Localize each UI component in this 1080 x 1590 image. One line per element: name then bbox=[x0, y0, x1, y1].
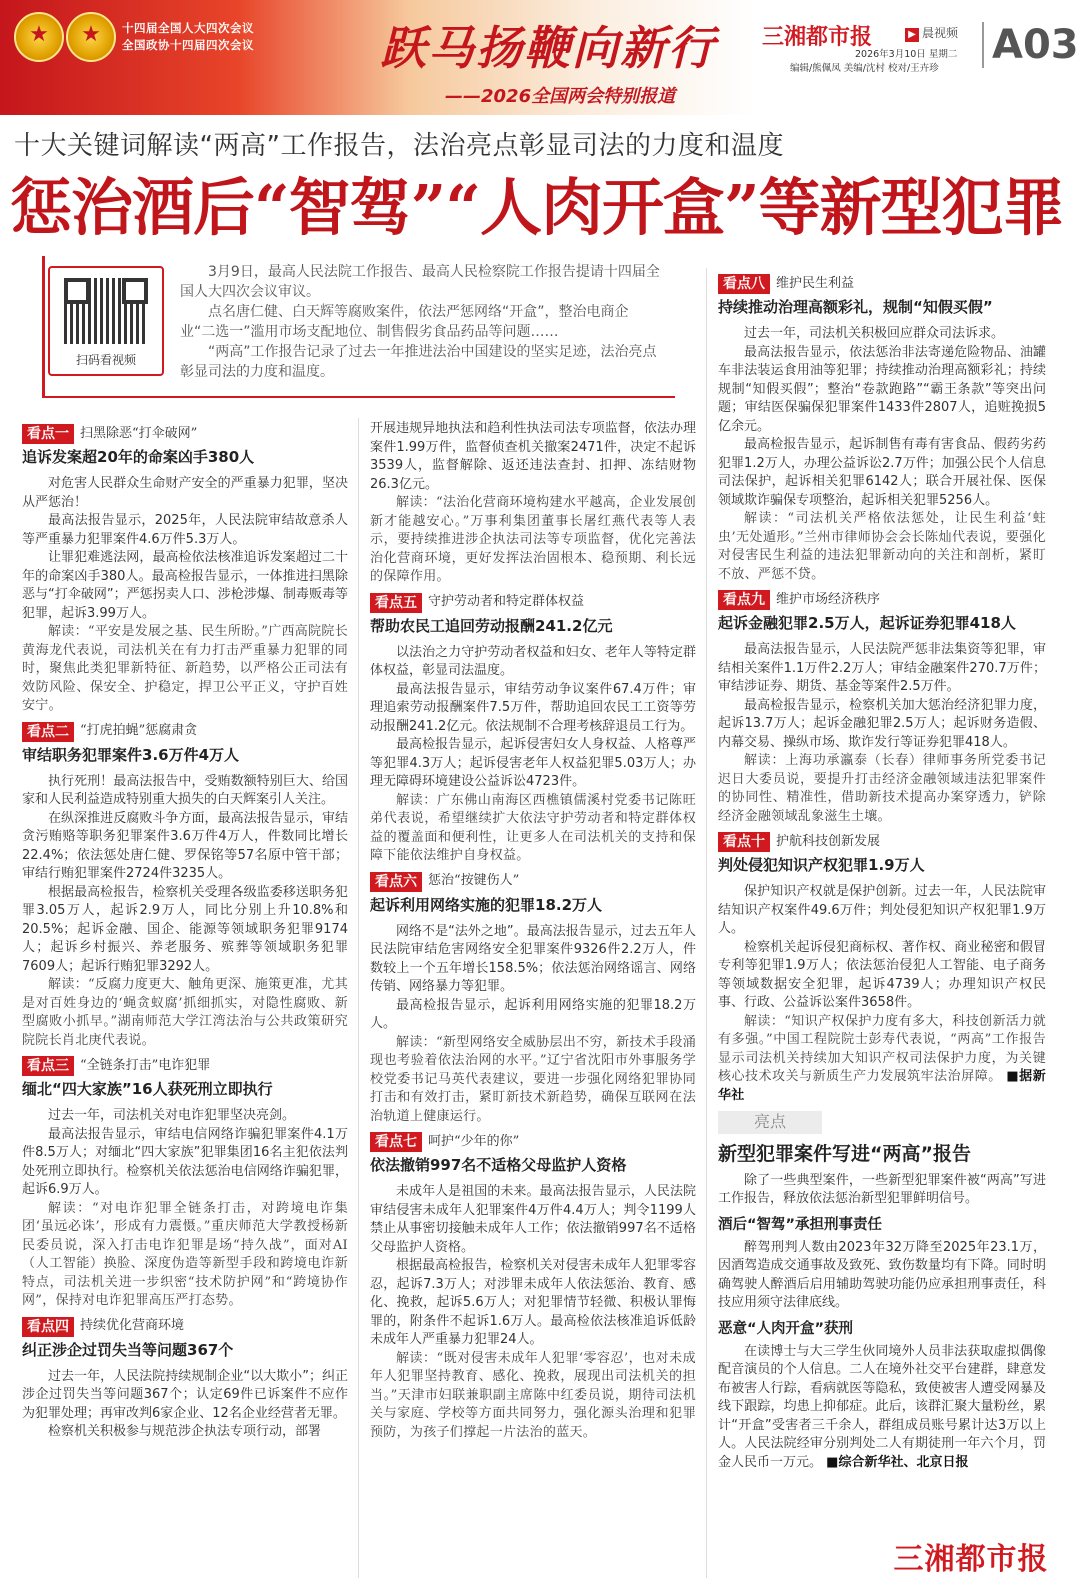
point-topic: 持续优化营商环境 bbox=[80, 1318, 185, 1334]
qr-code[interactable] bbox=[48, 266, 164, 376]
point-subtitle: 纠正涉企过罚失当等问题367个 bbox=[22, 1340, 234, 1359]
point-subtitle: 帮助农民工追回劳动报酬241.2亿元 bbox=[370, 616, 613, 635]
paragraph: 开展违规异地执法和趋利性执法司法专项监督，依法办理案件1.99万件，监督侦查机关撤案2471件，决定不起诉3539人，监督解除、返还违法查封、扣押、冻结财物26.3亿元。 bbox=[370, 421, 696, 492]
page-number: A03 bbox=[982, 22, 1079, 68]
point-header bbox=[22, 722, 348, 742]
point-header bbox=[718, 274, 1046, 294]
analysis-paragraph bbox=[718, 1013, 1046, 1106]
point-tag: 看点十 bbox=[718, 832, 770, 852]
point-tag: 看点七 bbox=[370, 1132, 422, 1152]
point-header bbox=[370, 872, 696, 892]
paragraph: 最高法报告显示，依法惩治非法寄递危险物品、油罐车非法装运食用油等犯罪；持续推动治理高额彩礼；持续规制“知假买假”；整治“卷款跑路”“霸王条款”等突出问题；审结医保骗保犯罪案件1433件2807人，追赃挽损5亿余元。 bbox=[718, 344, 1046, 434]
video-logo-icon: ▶ bbox=[905, 28, 919, 42]
point-topic: 维护市场经济秩序 bbox=[776, 591, 881, 607]
paragraph: 未成年人是祖国的未来。最高法报告显示，人民法院审结侵害未成年人犯罪案件4万件4.4万人；判令1199人禁止从事密切接触未成年人工作；依法撤销997名不适格父母监护人资格。 bbox=[370, 1184, 696, 1255]
column-divider bbox=[706, 268, 707, 1578]
kicker-headline: 十大关键词解读“两高”工作报告，法治亮点彰显司法的力度和温度 bbox=[14, 131, 784, 161]
congress-line-2: 全国政协十四届四次会议 bbox=[122, 38, 254, 52]
paragraph: 执行死刑！最高法报告中，受贿数额特别巨大、给国家和人民利益造成特别重大损失的白天辉案引人关注。 bbox=[22, 773, 348, 807]
analysis-paragraph: 解读：“平安是发展之基、民生所盼。”广西高院院长黄海龙代表说，司法机关在有力打击严重暴力犯罪的同时，聚焦此类犯罪新特征、新趋势，以严格公正司法有效防风险、保安全、护稳定，捍卫公平正义，守护百姓安宁。 bbox=[22, 624, 348, 713]
highlight-subtitle: 恶意“人肉开盒”获刑 bbox=[718, 1320, 854, 1337]
point-subtitle: 依法撤销997名不适格父母监护人资格 bbox=[370, 1156, 627, 1174]
point-header bbox=[22, 1056, 348, 1076]
footer-paper-logo: 三湘都市报 bbox=[882, 1540, 1060, 1580]
paragraph: 最高检报告显示，起诉侵害妇女人身权益、人格尊严等犯罪4.3万人；起诉侵害老年人权益犯罪5.03万人；办理无障碍环境建设公益诉讼4723件。 bbox=[370, 737, 696, 789]
analysis-text: 解读：“知识产权保护力度有多大，科技创新活力就有多强。”中国工程院院士彭寿代表说，“两高”工作报告显示司法机关持续加大知识产权司法保护力度，为关键核心技术攻关与新质生产力发展筑牢法治屏障。 bbox=[718, 1013, 1046, 1084]
intro-paragraph: 3月9日，最高人民法院工作报告、最高人民检察院工作报告提请十四届全国人大四次会议审议。 bbox=[180, 264, 660, 300]
point-subtitle: 持续推动治理高额彩礼，规制“知假买假” bbox=[718, 298, 993, 316]
paragraph: 检察机关起诉侵犯商标权、著作权、商业秘密和假冒专利等犯罪1.9万人；依法惩治侵犯人工智能、电子商务等领域数据安全犯罪，起诉4739人；办理知识产权民事、行政、公益诉讼案件3658件。 bbox=[718, 939, 1046, 1010]
source-credit: ■据新华社 bbox=[718, 1069, 1046, 1103]
paper-name: 三湘都市报 bbox=[762, 25, 873, 50]
point-header bbox=[22, 424, 348, 444]
analysis-paragraph: 解读：“既对侵害未成年人犯罪‘零容忍’，也对未成年人犯罪坚持教育、感化、挽救，展现出司法机关的担当。”天津市妇联兼职副主席陈中红委员说，期待司法机关与家庭、学校等方面共同努力，强化源头治理和犯罪预防，为孩子们撑起一片法治的蓝天。 bbox=[370, 1350, 696, 1440]
column-2 bbox=[370, 420, 696, 1442]
paper-video-label: 晨视频 bbox=[922, 26, 959, 40]
paragraph: 醉驾刑判人数由2023年32万降至2025年23.1万，因酒驾造成交通事故及致死、致伤数量均有下降。同时明确驾驶人醉酒后启用辅助驾驶功能仍应承担刑事责任，科技应用须守法律底线。 bbox=[718, 1239, 1046, 1310]
paragraph: 根据最高检报告，检察机关受理各级监委移送职务犯罪3.05万人，起诉2.9万人，同比分别上升10.8%和20.5%；起诉金融、国企、能源等领域职务犯罪9174人；起诉乡村振兴、养老服务、殡葬等领域职务犯罪7609人；起诉行贿犯罪3292人。 bbox=[22, 884, 348, 974]
analysis-paragraph: 解读：“新型网络安全威胁层出不穷，新技术手段涌现也考验着依法治网的水平。”辽宁省沈阳市外事服务学校党委书记马英代表建议，要进一步强化网络犯罪协同打击和有效打击，紧盯新技术新趋势，确保互联网在法治轨道上健康运行。 bbox=[370, 1034, 696, 1124]
cppcc-emblem-icon bbox=[66, 12, 116, 62]
main-headline: 惩治酒后“智驾”“人肉开盒”等新型犯罪 bbox=[10, 171, 1064, 244]
highlight-subtitle: 酒后“智驾”承担刑事责任 bbox=[718, 1216, 883, 1233]
paragraph: 保护知识产权就是保护创新。过去一年，人民法院审结知识产权案件49.6万件；判处侵犯知识产权犯罪1.9万人。 bbox=[718, 884, 1046, 936]
point-topic: 扫黑除恶“打伞破网” bbox=[80, 425, 198, 441]
point-header bbox=[370, 593, 696, 613]
analysis-paragraph: 解读：“法治化营商环境构建水平越高，企业发展创新才能越安心。”万事利集团董事长屠红燕代表等人表示，要持续推进涉企执法司法等专项监督，优化完善法治化营商环境，更好发挥法治固根本、稳预期、利长远的保障作用。 bbox=[370, 495, 696, 584]
column-3 bbox=[718, 268, 1046, 1472]
paragraph: 最高检报告显示，检察机关加大惩治经济犯罪力度，起诉13.7万人；起诉金融犯罪2.5万人；起诉财务造假、内幕交易、操纵市场、欺诈发行等证券犯罪418人。 bbox=[718, 697, 1046, 750]
paragraph: 在纵深推进反腐败斗争方面，最高法报告显示，审结贪污贿赂等职务犯罪案件3.6万件4万人，件数同比增长22.4%；依法惩处唐仁健、罗保铭等57名原中管干部；审结行贿犯罪案件2724件3235人。 bbox=[22, 810, 348, 881]
paragraph: 最高法报告显示，审结电信网络诈骗犯罪案件4.1万件8.5万人；对缅北“四大家族”犯罪集团16名主犯依法判处死刑立即执行。检察机关依法惩治电信网络诈骗犯罪，起诉6.9万人。 bbox=[22, 1126, 348, 1197]
point-header bbox=[718, 832, 1046, 852]
point-header bbox=[22, 1317, 348, 1337]
special-report-slogan: 跃马扬鞭向新行 bbox=[380, 21, 716, 75]
source-credit: ■综合新华社、北京日报 bbox=[826, 1454, 969, 1470]
point-topic: “全链条打击”电诈犯罪 bbox=[80, 1057, 211, 1073]
intro-text bbox=[180, 262, 660, 382]
paragraph: 最高检报告显示，起诉制售有毒有害食品、假药劣药犯罪1.2万人，办理公益诉讼2.7万件；加强公民个人信息司法保护，起诉相关犯罪6142人；联合开展社保、医保领域欺诈骗保专项整治，起诉相关犯罪5256人。 bbox=[718, 437, 1046, 508]
editor-credits: 编辑/熊佩凤 美编/沈村 校对/王卉珍 bbox=[790, 63, 939, 74]
point-tag: 看点四 bbox=[22, 1317, 74, 1337]
paragraph: 过去一年，司法机关积极回应群众司法诉求。 bbox=[744, 326, 1005, 341]
paragraph: 过去一年，司法机关对电诈犯罪坚决亮剑。 bbox=[48, 1108, 296, 1123]
point-topic: 维护民生利益 bbox=[776, 275, 855, 291]
issue-date: 2026年3月10日 星期二 bbox=[855, 49, 958, 60]
special-report-subtitle: ——2026全国两会特别报道 bbox=[445, 86, 676, 107]
point-topic: 守护劳动者和特定群体权益 bbox=[428, 594, 585, 610]
point-header bbox=[370, 1132, 696, 1152]
analysis-paragraph: 解读：“司法机关严格依法惩处，让民生利益‘蛀虫’无处遁形。”兰州市律师协会会长陈灿代表说，要强化对侵害民生利益的违法犯罪新动向的关注和剖析，紧盯不放、严惩不贷。 bbox=[718, 511, 1046, 582]
point-tag: 看点一 bbox=[22, 424, 74, 444]
congress-sessions bbox=[122, 20, 254, 54]
analysis-paragraph: 解读：“对电诈犯罪全链条打击，对跨境电诈集团‘虽远必诛’，形成有力震慑。”重庆师范大学教授杨新民委员说，深入打击电诈犯罪是场“持久战”，面对AI（人工智能）换脸、深度伪造等新型手段和跨境电诈新特点，司法机关进一步织密“技术防护网”和“跨境协作网”，保持对电诈犯罪高压严打态势。 bbox=[22, 1200, 348, 1308]
point-tag: 看点八 bbox=[718, 274, 770, 294]
paragraph: 检察机关积极参与规范涉企执法专项行动，部署 bbox=[48, 1424, 322, 1439]
point-subtitle: 审结职务犯罪案件3.6万件4万人 bbox=[22, 745, 240, 764]
paragraph: 让罪犯难逃法网，最高检依法核准追诉发案超过二十年的命案凶手380人。最高检报告显示，一体推进扫黑除恶与“打伞破网”；严惩拐卖人口、涉枪涉爆、制毒贩毒等犯罪，起诉3.99万人。 bbox=[22, 550, 348, 621]
point-tag: 看点六 bbox=[370, 872, 422, 892]
paragraph: 根据最高检报告，检察机关对侵害未成年人犯罪零容忍，起诉7.3万人；对涉罪未成年人依法惩治、教育、感化、挽救，起诉5.6万人；对犯罪情节轻微、积极认罪悔罪的，附条件不起诉1.6万人。最高检依法核准追诉低龄未成年人严重暴力犯罪24人。 bbox=[370, 1258, 696, 1347]
masthead-banner bbox=[0, 0, 1080, 115]
qr-code-icon bbox=[64, 278, 148, 344]
point-topic: 护航科技创新发展 bbox=[776, 833, 881, 849]
point-tag: 看点二 bbox=[22, 722, 74, 742]
national-emblem-icon bbox=[14, 12, 64, 62]
intro-paragraph: 点名唐仁健、白天辉等腐败案件，依法严惩网络“开盒”，整治电商企业“二选一”滥用市场支配地位、制售假劣食品药品等问题…… bbox=[180, 304, 629, 340]
analysis-paragraph: 解读：“反腐力度更大、触角更深、施策更准，尤其是对百姓身边的‘蝇贪蚁腐’抓细抓实，对隐性腐败、新型腐败小抓早。”湖南师范大学江湾法治与公共政策研究院院长肖北庚代表说。 bbox=[22, 977, 348, 1048]
column-1 bbox=[22, 418, 348, 1442]
point-tag: 看点五 bbox=[370, 593, 422, 613]
congress-line-1: 十四届全国人大四次会议 bbox=[122, 21, 254, 35]
point-topic: “打虎拍蝇”惩腐肃贪 bbox=[80, 723, 198, 739]
paragraph: 过去一年，人民法院持续规制企业“以大欺小”；纠正涉企过罚失当等问题367个；认定69件已诉案件不应作为犯罪处理；再审改判6家企业、12名企业经营者无罪。 bbox=[22, 1368, 348, 1421]
point-topic: 呵护“少年的你” bbox=[428, 1133, 520, 1149]
paper-video-brand bbox=[905, 24, 958, 42]
intro-paragraph: “两高”工作报告记录了过去一年推进法治中国建设的坚实足迹，法治亮点彰显司法的力度和温度。 bbox=[180, 344, 657, 380]
column-divider bbox=[358, 418, 359, 1578]
paragraph: 最高检报告显示，起诉利用网络实施的犯罪18.2万人。 bbox=[370, 997, 696, 1031]
paragraph: 除了一些典型案件，一些新型犯罪案件被“两高”写进工作报告，释放依法惩治新型犯罪鲜明信号。 bbox=[718, 1172, 1046, 1206]
paragraph bbox=[718, 1343, 1046, 1473]
qr-label: 扫码看视频 bbox=[75, 353, 136, 367]
paragraph: 网络不是“法外之地”。最高法报告显示，过去五年人民法院审结危害网络安全犯罪案件9326件2.2万人，件数较上一个五年增长158.5%；依法惩治网络谣言、网络传销、网络暴力等犯罪。 bbox=[370, 923, 696, 994]
highlight-title: 新型犯罪案件写进“两高”报告 bbox=[718, 1142, 971, 1165]
point-header bbox=[718, 590, 1046, 610]
analysis-paragraph: 解读：上海功承瀛泰（长春）律师事务所党委书记迟日大委员说，要提升打击经济金融领域违法犯罪案件的协同性、精准性，借助新技术提高办案穿透力，铲除经济金融领域乱象滋生土壤。 bbox=[718, 753, 1046, 824]
analysis-paragraph: 解读：广东佛山南海区西樵镇儒溪村党委书记陈旺弟代表说，希望继续扩大依法守护劳动者和特定群体权益的覆盖面和便利性，让更多人在司法机关的支持和保障下能依法维护自身权益。 bbox=[370, 792, 696, 863]
case-text: 在读博士与大三学生伙同境外人员非法获取虚拟偶像配音演员的个人信息。二人在境外社交平台建群，肆意发布被害人行踪，看病就医等隐私，致使被害人遭受网暴及线下跟踪，均患上抑郁症。此后，该群汇聚大量粉丝，累计“开盒”受害者三千余人，群组成员账号累计达3万以上人。人民法院经审分别判处二人有期徒刑一年六个月，罚金人民币一万元。 bbox=[718, 1343, 1046, 1470]
paragraph: 以法治之力守护劳动者权益和妇女、老年人等特定群体权益，彰显司法温度。 bbox=[370, 644, 696, 678]
paragraph: 最高法报告显示，人民法院严惩非法集资等犯罪，审结相关案件1.1万件2.2万人；审结金融案件270.7万件；审结涉证券、期货、基金等案件2.5万件。 bbox=[718, 642, 1046, 694]
point-tag: 看点九 bbox=[718, 590, 770, 610]
paragraph: 最高法报告显示，审结劳动争议案件67.4万件；审理追索劳动报酬案件7.5万件，帮助追回农民工工资等劳动报酬241.2亿元。依法规制不合理考核辞退员工行为。 bbox=[370, 681, 696, 734]
highlight-tag: 亮点 bbox=[718, 1111, 822, 1134]
point-subtitle: 追诉发案超20年的命案凶手380人 bbox=[22, 448, 255, 466]
point-subtitle: 缅北“四大家族”16人获死刑立即执行 bbox=[22, 1080, 273, 1098]
paragraph: 最高法报告显示，2025年，人民法院审结故意杀人等严重暴力犯罪案件4.6万件5.3万人。 bbox=[22, 513, 348, 547]
paragraph: 对危害人民群众生命财产安全的严重暴力犯罪，坚决从严惩治！ bbox=[22, 476, 348, 510]
point-subtitle: 起诉利用网络实施的犯罪18.2万人 bbox=[370, 895, 603, 914]
point-topic: 惩治“按键伤人” bbox=[428, 873, 520, 889]
point-subtitle: 判处侵犯知识产权犯罪1.9万人 bbox=[718, 856, 925, 874]
point-tag: 看点三 bbox=[22, 1056, 74, 1076]
point-subtitle: 起诉金融犯罪2.5万人，起诉证券犯罪418人 bbox=[718, 614, 1016, 632]
